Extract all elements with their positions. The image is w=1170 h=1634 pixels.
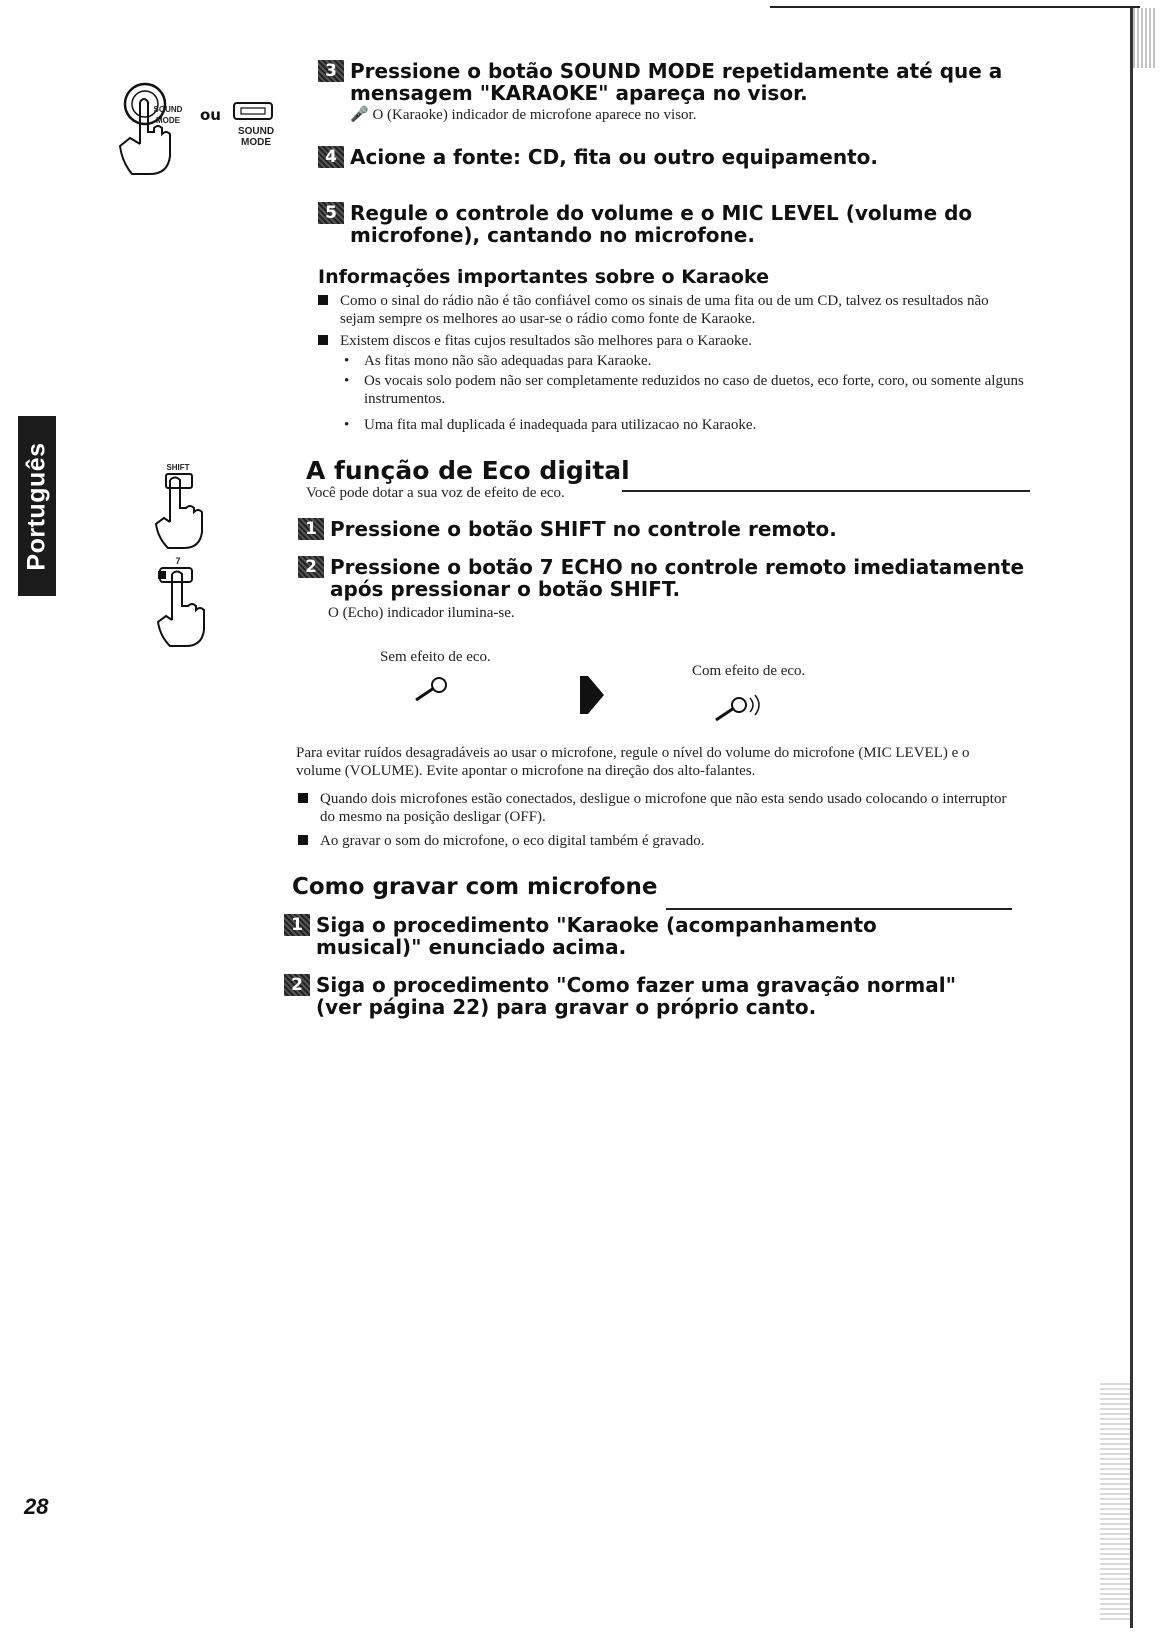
- step-number: 1: [298, 518, 324, 540]
- step-note-text: O (Karaoke) indicador de microfone aparece no visor.: [372, 107, 697, 123]
- step-title: Pressione o botão SOUND MODE repetidamente até que a mensagem "KARAOKE" apareça no visor.: [350, 59, 1003, 105]
- step-number: 4: [318, 146, 344, 168]
- step-number: 3: [318, 60, 344, 82]
- microphone-echo-icon: [712, 692, 772, 724]
- karaoke-step: [318, 146, 1038, 168]
- step-number: 5: [318, 202, 344, 224]
- step-note: [298, 604, 1038, 622]
- echo-note: Para evitar ruídos desagradáveis ao usar o microfone, regule o nível do volume do microfone (MIC LEVEL) e o volume (VOLUME). Evite apontar o microfone na direção dos alto-falantes.: [296, 745, 970, 779]
- karaoke-mic-icon: 🎤: [350, 107, 369, 123]
- microphone-icon: [412, 674, 452, 704]
- seven-button-caption: 7: [175, 556, 181, 566]
- step-title: Pressione o botão 7 ECHO no controle remoto imediatamente após pressionar o botão SHIFT.: [330, 555, 1025, 601]
- step-title: Acione a fonte: CD, fita ou outro equipamento.: [350, 145, 878, 169]
- section-title: Como gravar com microfone: [292, 874, 658, 900]
- info-bullet-text: Uma fita mal duplicada é inadequada para utilizacao no Karaoke.: [364, 417, 757, 433]
- step-number: 2: [298, 556, 324, 578]
- info-bullet-text: As fitas mono não são adequadas para Karaoke.: [364, 353, 652, 369]
- section-title: A função de Eco digital: [306, 456, 630, 485]
- echo-bullet-text: Quando dois microfones estão conectados, desligue o microfone que não esta sendo usado colocando o interruptor do mesmo na posição desligar (OFF).: [320, 791, 1007, 825]
- step-note-text: O (Echo) indicador ilumina-se.: [328, 605, 515, 621]
- info-paragraph: [340, 332, 1010, 350]
- echo-step: [298, 518, 1018, 540]
- bullet-square: [318, 335, 328, 345]
- binding-edge: [1130, 8, 1133, 1628]
- or-label: ou: [200, 106, 221, 124]
- echo-step: [298, 556, 1038, 622]
- info-bullet: • As fitas mono não são adequadas para Karaoke.: [344, 353, 652, 369]
- step-title: Pressione o botão SHIFT no controle remoto.: [330, 517, 837, 541]
- info-bullet: • Os vocais solo podem não ser completamente reduzidos no caso de duetos, eco forte, coro, ou somente alguns instrumentos.: [344, 373, 1024, 407]
- info-bullet-text: Os vocais solo podem não ser completamente reduzidos no caso de duetos, eco forte, coro, ou somente alguns instrumentos.: [364, 373, 1024, 407]
- section-rule: [666, 908, 1012, 910]
- language-tab: [18, 416, 56, 596]
- echo-bullet-text: Ao gravar o som do microfone, o eco digital também é gravado.: [320, 833, 705, 849]
- echo-bullet: [320, 832, 1020, 850]
- info-heading: Informações importantes sobre o Karaoke: [318, 266, 769, 288]
- record-step: [284, 914, 984, 958]
- step-note: [318, 106, 1018, 124]
- sound-mode-remote-button-icon: [232, 100, 274, 122]
- info-paragraph: [340, 292, 1010, 328]
- page-number: 28: [24, 1494, 49, 1519]
- section-intro: Você pode dotar a sua voz de efeito de eco.: [306, 485, 565, 501]
- step-title: Siga o procedimento "Karaoke (acompanhamento musical)" enunciado acima.: [316, 913, 877, 959]
- top-rule: [770, 6, 1140, 8]
- bullet-square: [298, 793, 308, 803]
- echo-bullet: [320, 790, 1020, 826]
- sound-mode-button-caption: SOUND MODE: [153, 105, 183, 125]
- section-rule: [622, 490, 1030, 492]
- hand-press-sound-mode-icon: [110, 82, 220, 182]
- record-step: [284, 974, 984, 1018]
- shift-button-caption: SHIFT: [166, 463, 190, 472]
- step-title: Regule o controle do volume e o MIC LEVEL (volume do microfone), cantando no microfone.: [350, 201, 973, 247]
- bullet-square: [318, 295, 328, 305]
- step-number: 2: [284, 974, 310, 996]
- scan-artifact: [1133, 8, 1155, 68]
- bullet-square: [298, 835, 308, 845]
- info-paragraph-text: Como o sinal do rádio não é tão confiável como os sinais de uma fita ou de um CD, talvez os resultados não sejam sempre os melhores ao usar-se o rádio como fonte de Karaoke.: [340, 293, 989, 327]
- hand-press-echo-icon: [150, 566, 220, 650]
- sound-mode-caption: SOUND MODE: [237, 126, 275, 148]
- arrow-right-icon: [578, 672, 608, 718]
- scan-artifact: [1100, 1380, 1130, 1620]
- step-number: 1: [284, 914, 310, 936]
- with-echo-label: Com efeito de eco.: [692, 663, 806, 679]
- without-echo-label: Sem efeito de eco.: [380, 649, 491, 665]
- language-tab-label: Português: [22, 441, 51, 571]
- info-bullet: • Uma fita mal duplicada é inadequada para utilizacao no Karaoke.: [344, 417, 757, 433]
- info-paragraph-text: Existem discos e fitas cujos resultados são melhores para o Karaoke.: [340, 333, 752, 349]
- karaoke-step: [318, 202, 1058, 246]
- karaoke-step: [318, 60, 1018, 124]
- step-title: Siga o procedimento "Como fazer uma gravação normal" (ver página 22) para gravar o próprio canto.: [316, 973, 957, 1019]
- hand-press-shift-icon: [150, 472, 220, 552]
